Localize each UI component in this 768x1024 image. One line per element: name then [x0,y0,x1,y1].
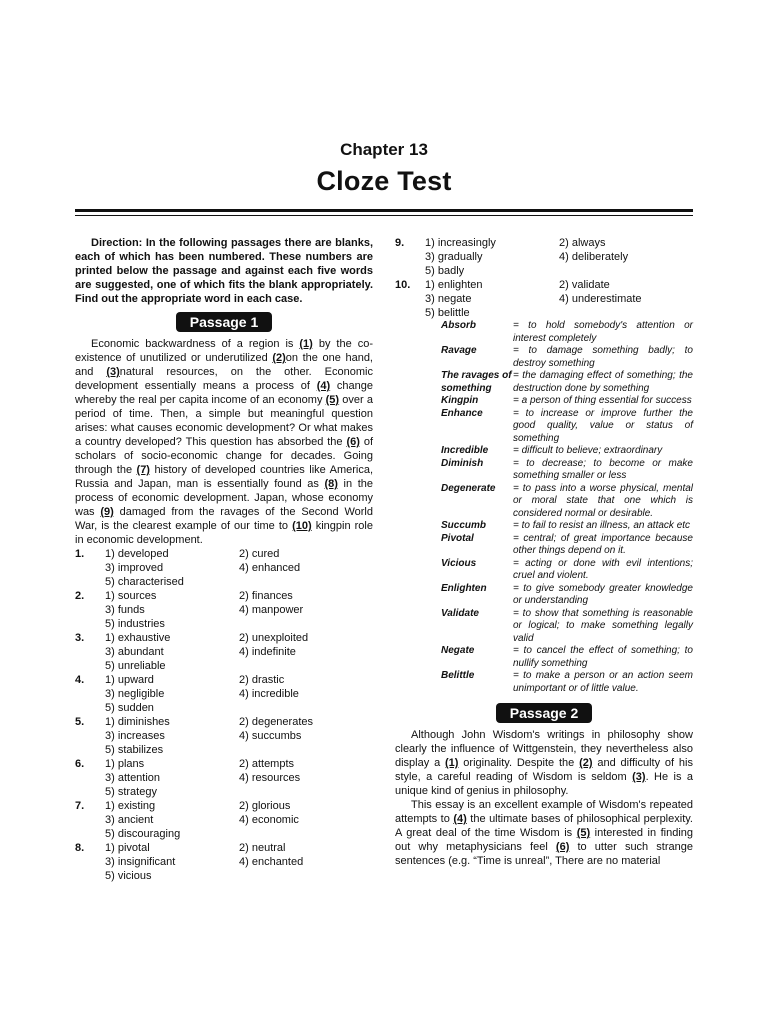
glossary-definition: = to show that something is reasonable or logical; to make something legally valid [513,607,693,644]
answer-option: 2) degenerates [239,716,313,728]
glossary-entry [395,458,693,483]
blank-number: (9) [100,506,114,518]
glossary-entry [395,583,693,608]
answer-option: 1) enlighten [425,279,483,291]
answer-option: 5) industries [105,618,165,630]
right-column [395,236,693,868]
glossary-entry [395,320,693,345]
glossary-definition: = to pass into a worse physical, mental or moral state that one which is considered normal or desirable. [513,482,693,519]
answer-option: 4) underestimate [559,293,642,305]
answer-option: 1) plans [105,758,145,770]
left-column [75,236,373,883]
glossary-word: Diminish [441,457,484,469]
question-item [75,799,373,841]
answer-option: 5) badly [425,265,465,277]
passage-2-badge: Passage 2 [496,703,592,723]
answer-option: 3) attention [105,772,161,784]
question-item [395,278,693,320]
answer-option: 2) cured [239,548,280,560]
answer-option: 1) diminishes [105,716,170,728]
answer-option: 4) succumbs [239,730,302,742]
answer-option: 5) stabilizes [105,744,164,756]
answer-option: 5) vicious [105,870,152,882]
blank-number: (4) [453,813,467,825]
glossary-entry [395,408,693,446]
questions-left [75,547,373,883]
question-item [75,841,373,883]
answer-option: 1) exhaustive [105,632,171,644]
answer-option: 3) funds [105,604,145,616]
chapter-title: Cloze Test [316,166,452,196]
answer-option: 1) upward [105,674,154,686]
answer-option: 2) validate [559,279,610,291]
blank-number: (3) [106,366,120,378]
glossary-word: Absorb [441,320,476,331]
answer-option: 2) drastic [239,674,285,686]
answer-option: 4) incredible [239,688,299,700]
answer-option: 2) unexploited [239,632,309,644]
question-number: 3. [75,632,85,644]
answer-option: 2) finances [239,590,293,602]
glossary-entry [395,520,693,533]
glossary-definition: = to hold somebody's attention or interest completely [513,320,693,344]
answer-option: 5) strategy [105,786,157,798]
glossary-entry [395,533,693,558]
glossary-word: Succumb [441,520,487,531]
glossary-definition: = to cancel the effect of something; to nullify something [513,645,693,669]
answer-option: 2) glorious [239,800,291,812]
blank-number: (5) [325,394,340,406]
title-rule-thin [75,215,693,216]
answer-option: 4) deliberately [559,251,629,263]
glossary-word: Vicious [441,557,477,569]
chapter-number: Chapter 13 [340,140,428,159]
glossary-word: Pivotal [441,532,474,544]
blank-number: (8) [324,478,338,490]
passage-1-badge: Passage 1 [176,312,272,332]
answer-option: 3) increases [105,730,165,742]
question-number: 1. [75,548,85,560]
question-item [395,236,693,278]
blank-number: (1) [445,757,459,769]
question-number: 4. [75,674,85,686]
glossary-definition: = central; of great importance because other things depend on it. [513,532,693,556]
glossary-word: Enlighten [441,582,487,594]
answer-option: 1) increasingly [425,237,496,249]
answer-option: 1) pivotal [105,842,150,854]
glossary-definition: = to fail to resist an illness, an attack etc [513,520,691,531]
passage-1-text: Economic backwardness of a region is (1) by the co-existence of unutilized or underutilized (2)on the one hand, and (3)natural resources, on the other. Economic development essentially means a process of (4) change whereby the real per capita income of an economy (5) over a period of time. Then, a simple but meaningful question arises: what causes economic development? Or what makes a country developed? This question has absorbed the (6) of scholars of socio-economic change for decades. Going through the (7) history of developed countries like America, Russia and Japan, man is essentially found as (8) in the process of economic development. Japan, whose economy was (9) damaged from the ravages of the Second World War, is the clearest example of our time to (10) kingpin role in economic development. [75,338,374,546]
blank-number: (3) [632,771,646,783]
direction-text: Direction: In the following passages there are blanks, each of which has been numbered. These numbers are printed below the passage and against each five words are suggested, one of which fits the blank appropriately. Find out the appropriate word in each case. [75,237,373,305]
glossary-definition: = to increase or improve further the good quality, value or status of something [513,407,693,444]
glossary-entry [395,670,693,695]
question-item [75,547,373,589]
glossary-word: Negate [441,645,475,656]
question-number: 6. [75,758,85,770]
glossary-word: The ravages of something [441,370,512,394]
questions-right [395,236,693,320]
answer-option: 3) gradually [425,251,483,263]
answer-option: 5) discouraging [105,828,181,840]
question-item [75,757,373,799]
blank-number: (7) [136,464,150,476]
question-item [75,673,373,715]
blank-number: (4) [316,380,331,392]
blank-number: (6) [555,841,570,853]
title-rule-thick [75,209,693,212]
glossary-entry [395,345,693,370]
blank-number: (2) [579,757,593,769]
glossary-word: Ravage [441,345,477,356]
glossary-word: Degenerate [441,482,496,494]
answer-option: 3) negligible [105,688,165,700]
question-number: 8. [75,842,85,854]
glossary [395,320,693,695]
blank-number: (5) [576,827,591,839]
question-item [75,589,373,631]
answer-option: 5) sudden [105,702,154,714]
glossary-entry [395,395,693,408]
question-number: 10. [395,279,411,291]
blank-number: (10) [292,520,312,532]
question-number: 5. [75,716,85,728]
answer-option: 1) developed [105,548,169,560]
answer-option: 4) resources [239,772,301,784]
blank-number: (2) [272,352,286,364]
glossary-definition: = the damaging effect of something; the destruction done by something [513,370,693,394]
question-number: 2. [75,590,85,602]
answer-option: 2) attempts [239,758,295,770]
answer-option: 2) always [559,237,606,249]
glossary-definition: = a person of thing essential for success [513,395,692,406]
answer-option: 4) indefinite [239,646,296,658]
glossary-definition: = difficult to believe; extraordinary [513,445,663,456]
glossary-entry [395,445,693,458]
answer-option: 2) neutral [239,842,286,854]
glossary-entry [395,608,693,646]
glossary-definition: = to decrease; to become or make something smaller or less [513,457,693,481]
answer-option: 5) characterised [105,576,184,588]
question-item [75,631,373,673]
glossary-definition: = to give somebody greater knowledge or understanding [513,582,693,606]
answer-option: 5) belittle [425,307,470,319]
answer-option: 5) unreliable [105,660,166,672]
answer-option: 3) ancient [105,814,154,826]
answer-option: 4) economic [239,814,299,826]
answer-option: 4) enhanced [239,562,301,574]
glossary-word: Belittle [441,670,475,681]
answer-option: 1) sources [105,590,157,602]
glossary-word: Incredible [441,445,489,456]
answer-option: 1) existing [105,800,156,812]
question-number: 7. [75,800,85,812]
answer-option: 3) negate [425,293,472,305]
glossary-entry [395,558,693,583]
glossary-word: Enhance [441,407,483,419]
answer-option: 4) enchanted [239,856,304,868]
answer-option: 3) insignificant [105,856,176,868]
answer-option: 4) manpower [239,604,304,616]
answer-option: 3) improved [105,562,164,574]
glossary-definition: = to make a person or an action seem unimportant or of little value. [513,670,693,694]
passage-2-para-1: Although John Wisdom's writings in philosophy show clearly the influence of Wittgenstein, they nevertheless also display a (1) originality. Despite the (2) and difficulty of his style, a careful reading of Wisdom is seldom (3). He is a unique kind of genius in philosophy. [395,729,693,797]
glossary-entry [395,483,693,521]
blank-number: (6) [346,436,360,448]
answer-option: 3) abundant [105,646,164,658]
glossary-definition: = to damage something badly; to destroy something [513,345,693,369]
glossary-word: Kingpin [441,395,479,406]
question-number: 9. [395,237,405,249]
glossary-definition: = acting or done with evil intentions; cruel and violent. [513,557,693,581]
blank-number: (1) [299,338,313,350]
glossary-word: Validate [441,607,479,619]
question-item [75,715,373,757]
glossary-entry [395,645,693,670]
passage-2-para-2: This essay is an excellent example of Wisdom's repeated attempts to (4) the ultimate bases of philosophical perplexity. A great deal of the time Wisdom is (5) interested in finding out why metaphysicians feel (6) to utter such strange sentences (e.g. “Time is unreal”, There are no material [395,799,694,867]
glossary-entry [395,370,693,395]
